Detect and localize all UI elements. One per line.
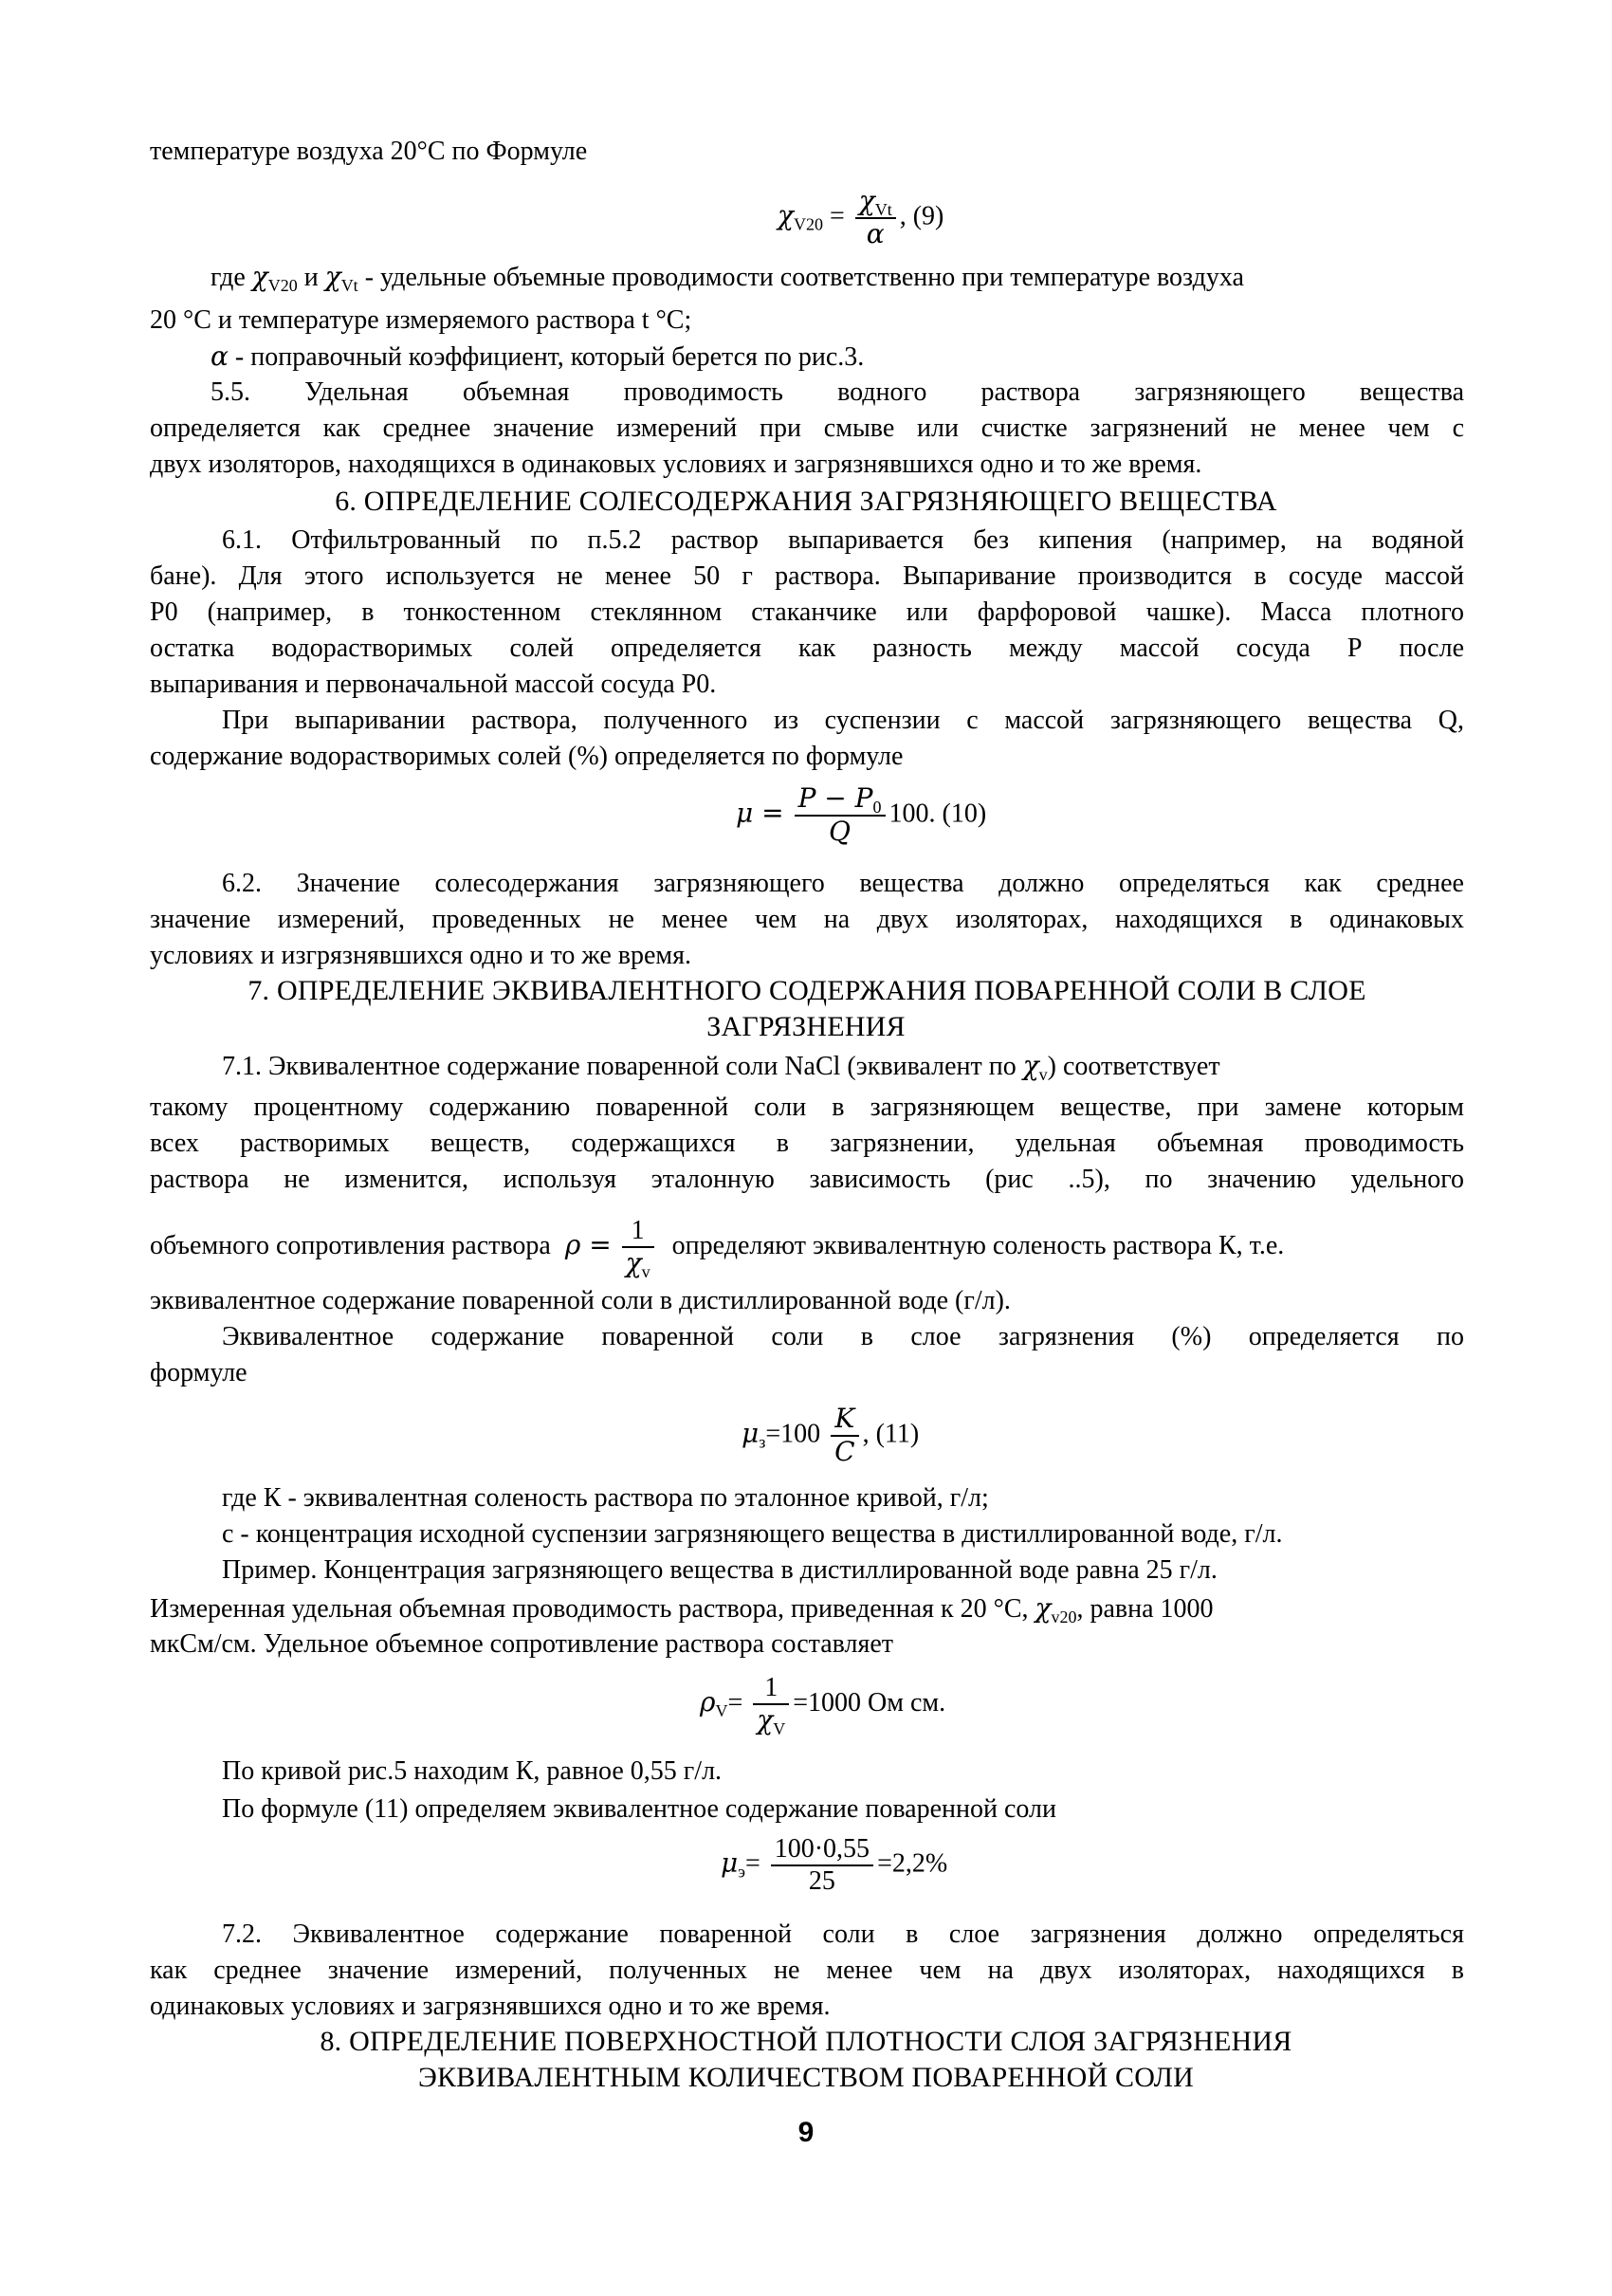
text-line: Пример. Концентрация загрязняющего вещества в дистиллированной воде равна 25 г/л.	[222, 1555, 1218, 1585]
text-line: Р0 (например, в тонкостенном стеклянном стаканчике или фарфоровой чашке). Масса плотного	[150, 597, 1464, 627]
text-line: 7.1. Эквивалентное содержание поваренной соли NaCl (эквивалент по $\chi_v$) соответствует	[222, 1050, 1220, 1084]
text-line: всех растворимых веществ, содержащихся в загрязнении, удельная объемная проводимость	[150, 1129, 1464, 1158]
page-number: 9	[797, 2117, 815, 2148]
text-line: как среднее значение измерений, полученных не менее чем на двух изоляторах, находящихся в	[150, 1956, 1464, 1985]
text-line: содержание водорастворимых солей (%) определяется по формуле	[150, 742, 904, 771]
section-heading-8: 8. ОПРЕДЕЛЕНИЕ ПОВЕРХНОСТНОЙ ПЛОТНОСТИ СЛОЯ ЗАГРЯЗНЕНИЯ	[320, 2026, 1292, 2057]
text-line: Эквивалентное содержание поваренной соли в слое загрязнения (%) определяется по	[222, 1322, 1464, 1351]
formula-denominator: α	[866, 218, 885, 249]
text-line: Измеренная удельная объемная проводимость раствора, приведенная к 20 °С, $\chi_{v20}$, равна 1000	[150, 1592, 1214, 1626]
formula-symbol: μ	[742, 1417, 760, 1449]
text-line: где $\chi_{V20}$ и $\chi_{Vt}$ - удельные объемные проводимости соответственно при температуре воздуха	[211, 261, 1244, 295]
formula-10	[736, 783, 986, 848]
formula-symbol: α	[211, 340, 229, 372]
text-line: остатка водорастворимых солей определяется как разность между массой сосуда Р после	[150, 634, 1464, 663]
formula-fraction	[855, 186, 896, 250]
section-heading-8-cont: ЭКВИВАЛЕНТНЫМ КОЛИЧЕСТВОМ ПОВАРЕННОЙ СОЛИ	[417, 2062, 1195, 2093]
text-line: раствора не изменится, используя эталонную зависимость (рис ..5), по значению удельного	[150, 1165, 1464, 1194]
formula-numerator: K	[834, 1403, 855, 1434]
text-line: 6.1. Отфильтрованный по п.5.2 раствор выпаривается без кипения (например, на водяной	[222, 525, 1464, 555]
formula-symbol: μ	[721, 1846, 739, 1879]
formula-denominator: χ	[625, 1247, 642, 1278]
formula-denominator: Q	[829, 816, 852, 847]
text-line: температуре воздуха 20°С по Формуле	[150, 137, 588, 166]
text-line: 7.2. Эквивалентное содержание поваренной соли в слое загрязнения должно определяться	[222, 1919, 1464, 1949]
text-line: формуле	[150, 1358, 247, 1387]
text-line: При выпаривании раствора, полученного из суспензии с массой загрязняющего вещества Q,	[222, 706, 1464, 735]
formula-mu-e: $\mu_э=$ $\frac{100\cdot 0,55}{25}$ =2,2%	[721, 1834, 948, 1896]
text-line: По кривой рис.5 находим К, равное 0,55 г/л.	[222, 1756, 723, 1786]
formula-symbol: χ	[324, 261, 341, 292]
text-line: По формуле (11) определяем эквивалентное содержание поваренной соли	[222, 1794, 1057, 1824]
formula-numerator: P − P	[797, 782, 873, 814]
section-heading-7-cont: ЗАГРЯЗНЕНИЯ	[706, 1011, 906, 1042]
text-line: такому процентному содержанию поваренной соли в загрязняющем веществе, при замене которым	[150, 1093, 1464, 1122]
formula-subscript: Vt	[874, 200, 892, 219]
text-line: двух изоляторов, находящихся в одинаковых условиях и загрязнявшихся одно и то же время.	[150, 450, 1202, 479]
formula-numerator: 100·0,55	[771, 1834, 873, 1866]
text-line: значение измерений, проведенных не менее чем на двух изоляторах, находящихся в одинаковых	[150, 905, 1464, 934]
formula-number: , (9)	[899, 201, 944, 231]
formula-denominator: 25	[808, 1866, 835, 1896]
text-line: где К - эквивалентная соленость раствора по эталонное кривой, г/л;	[222, 1483, 989, 1513]
text-line: α - поправочный коэффициент, который берется по рис.3.	[211, 340, 865, 372]
formula-denominator: C	[834, 1436, 855, 1467]
formula-symbol: χ	[1022, 1050, 1039, 1081]
formula-numerator: χ	[858, 185, 875, 216]
text-line: 6.2. Значение солесодержания загрязняющего вещества должно определяться как среднее	[222, 869, 1464, 898]
formula-11: $\mu_з=100$ $\frac{K}{C}$ , (11)	[742, 1403, 920, 1467]
text-line: условиях и изгрязнявшихся одно и то же время.	[150, 941, 691, 970]
text-line: выпаривания и первоначальной массой сосуда Р0.	[150, 670, 717, 699]
text-line: одинаковых условиях и загрязнявшихся одно и то же время.	[150, 1992, 831, 2021]
formula-symbol: ρ =	[564, 1228, 612, 1260]
formula-rho-inline: ρ = $\frac{1}{\chi_v}$	[565, 1216, 658, 1279]
formula-symbol: χ	[251, 261, 268, 292]
formula-symbol: μ =	[736, 797, 784, 829]
formula-symbol: χ	[778, 199, 794, 231]
text-line: с - концентрация исходной суспензии загрязняющего вещества в дистиллированной воде, г/л.	[222, 1519, 1283, 1549]
text-line: объемного сопротивления раствора ρ = $\frac{1}{\chi_v}$ определяют эквивалентную соленость раствора К, т.е.	[150, 1216, 1285, 1281]
text-line: 20 °С и температуре измеряемого раствора t °С;	[150, 305, 692, 335]
formula-fraction: $\frac{P - P_0}{Q}$	[795, 783, 886, 848]
formula-fraction	[831, 1404, 858, 1468]
formula-fraction: $\frac{1}{\chi_V}$	[753, 1673, 789, 1736]
formula-9: $\chi_{V20}$ = $\frac{\chi_{Vt}}{\alpha}$ , (9)	[778, 185, 944, 249]
formula-numerator: 1	[622, 1216, 654, 1248]
formula-subscript: V20	[793, 214, 823, 234]
text-line: 5.5. Удельная объемная проводимость водного раствора загрязняющего вещества	[211, 377, 1464, 407]
formula-rho-v: $\rho_V=$ $\frac{1}{\chi_V}$ =1000 Ом см.	[700, 1673, 946, 1738]
formula-numerator: 1	[753, 1673, 789, 1705]
section-heading-6: 6. ОПРЕДЕЛЕНИЕ СОЛЕСОДЕРЖАНИЯ ЗАГРЯЗНЯЮЩЕГО ВЕЩЕСТВА	[335, 486, 1277, 517]
formula-result: =2,2%	[877, 1848, 948, 1879]
text-line: эквивалентное содержание поваренной соли в дистиллированной воде (г/л).	[150, 1286, 1011, 1315]
text-line: определяется как среднее значение измерений при смыве или счистке загрязнений не менее чем с	[150, 413, 1464, 443]
section-heading-7: 7. ОПРЕДЕЛЕНИЕ ЭКВИВАЛЕНТНОГО СОДЕРЖАНИЯ ПОВАРЕННОЙ СОЛИ В СЛОЕ	[247, 975, 1366, 1006]
formula-number: , (11)	[862, 1419, 920, 1449]
formula-fraction	[771, 1834, 873, 1897]
text-line: бане). Для этого используется не менее 50 г раствора. Выпаривание производится в сосуде массой	[150, 561, 1464, 591]
formula-result: =1000 Ом см.	[793, 1687, 946, 1717]
formula-symbol: ρ	[700, 1685, 716, 1717]
formula-denominator: χ	[757, 1704, 774, 1736]
formula-number: 100. (10)	[888, 799, 987, 829]
formula-symbol: χ	[1035, 1592, 1052, 1624]
text-line: мкСм/см. Удельное объемное сопротивление раствора составляет	[150, 1629, 894, 1659]
